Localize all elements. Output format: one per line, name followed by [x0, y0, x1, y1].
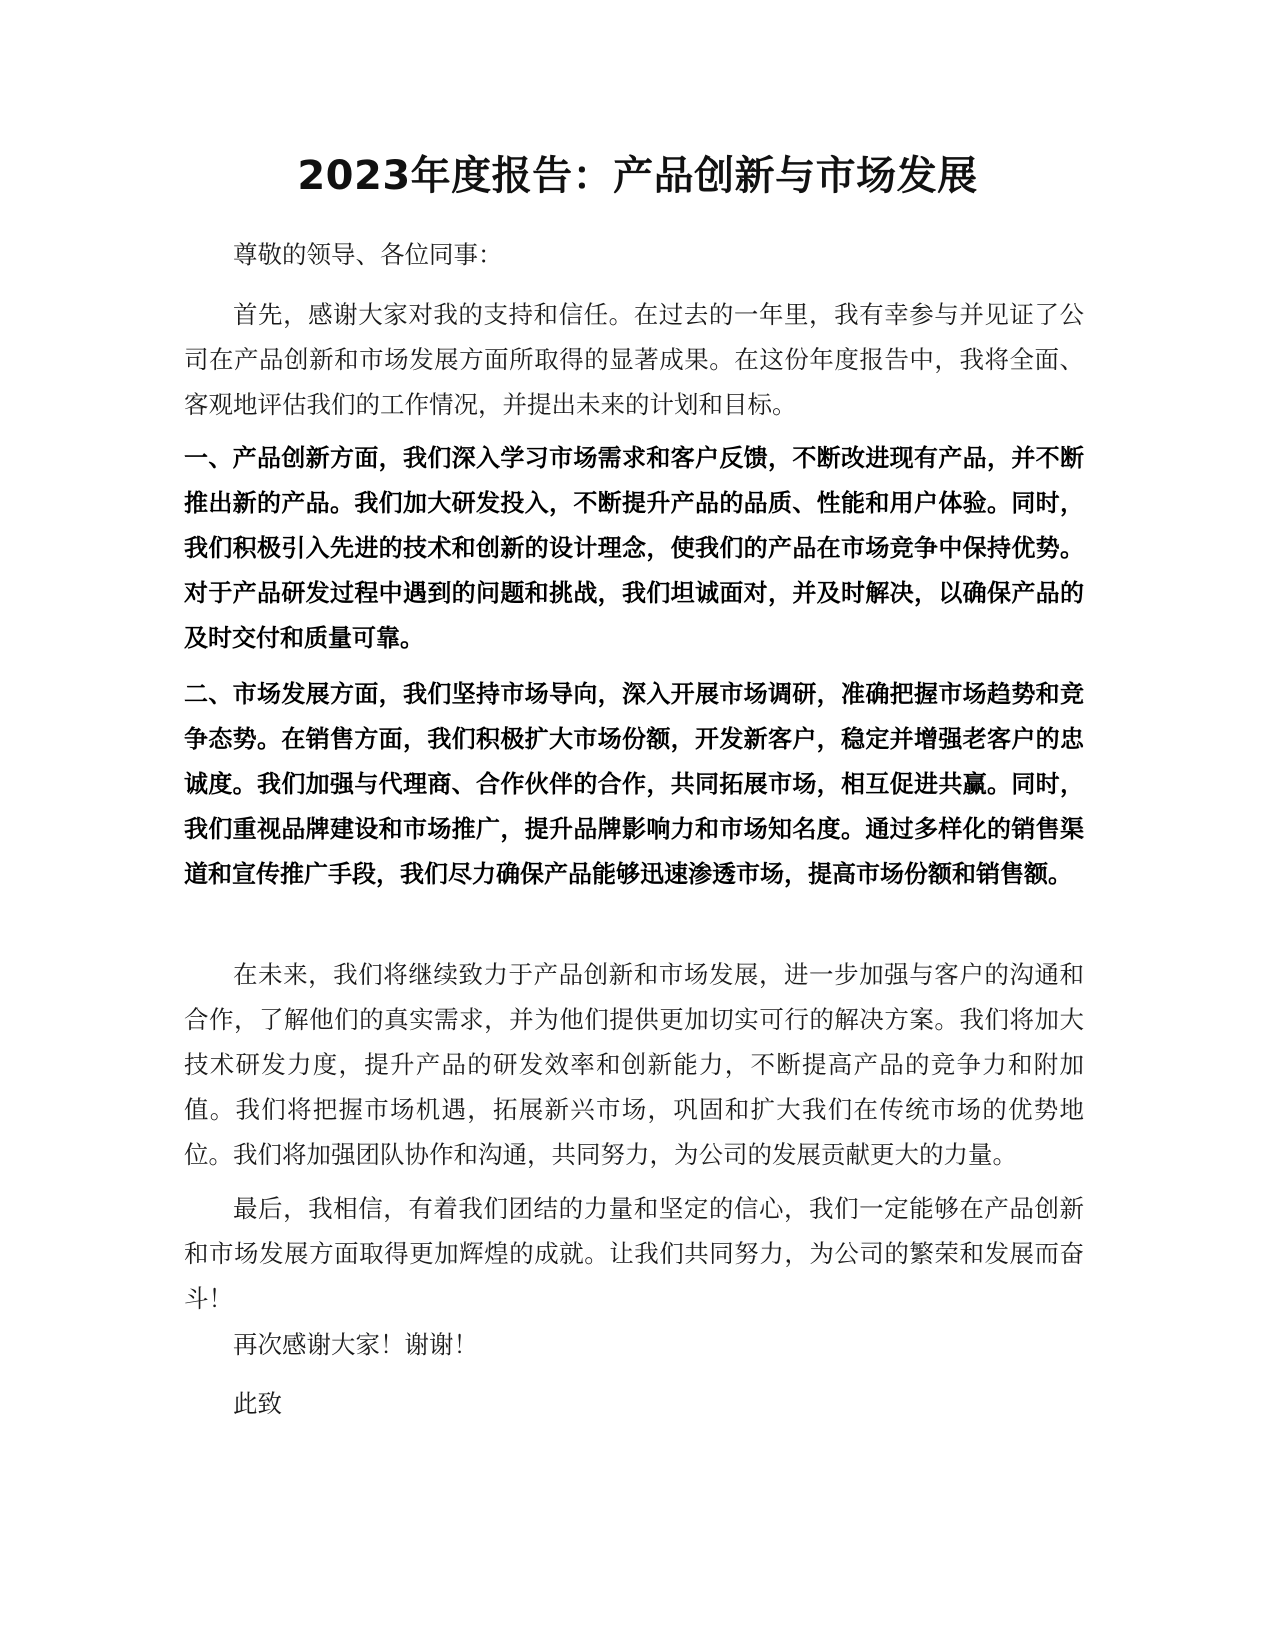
- page-title: 2023年度报告：产品创新与市场发展: [297, 153, 978, 199]
- sign-off-line: 此致: [233, 1389, 282, 1418]
- market-development-section: 二、市场发展方面，我们坚持市场导向，深入开展市场调研，准确把握市场趋势和竞争态势。在销售方面，我们积极扩大市场份额，开发新客户，稳定并增强老客户的忠诚度。我们加强与代理商、合作伙伴的合作，共同拓展市场，相互促进共赢。同时，我们重视品牌建设和市场推广，提升品牌影响力和市场知名度。通过多样化的销售渠道和宣传推广手段，我们尽力确保产品能够迅速渗透市场，提高市场份额和销售额。: [184, 680, 1084, 888]
- salutation-paragraph: 尊敬的领导、各位同事：: [233, 240, 503, 269]
- intro-paragraph: 首先，感谢大家对我的支持和信任。在过去的一年里，我有幸参与并见证了公司在产品创新和市场发展方面所取得的显著成果。在这份年度报告中，我将全面、客观地评估我们的工作情况，并提出未来的计划和目标。: [184, 300, 1084, 419]
- product-innovation-section: 一、产品创新方面，我们深入学习市场需求和客户反馈，不断改进现有产品，并不断推出新的产品。我们加大研发投入，不断提升产品的品质、性能和用户体验。同时，我们积极引入先进的技术和创新的设计理念，使我们的产品在市场竞争中保持优势。对于产品研发过程中遇到的问题和挑战，我们坦诚面对，并及时解决，以确保产品的及时交付和质量可靠。: [184, 444, 1084, 652]
- closing-paragraph: 最后，我相信，有着我们团结的力量和坚定的信心，我们一定能够在产品创新和市场发展方面取得更加辉煌的成就。让我们共同努力，为公司的繁荣和发展而奋斗！: [184, 1194, 1084, 1313]
- thanks-line: 再次感谢大家！谢谢！: [233, 1330, 478, 1359]
- future-plans-paragraph: 在未来，我们将继续致力于产品创新和市场发展，进一步加强与客户的沟通和合作，了解他们的真实需求，并为他们提供更加切实可行的解决方案。我们将加大技术研发力度，提升产品的研发效率和创新能力，不断提高产品的竞争力和附加值。我们将把握市场机遇，拓展新兴市场，巩固和扩大我们在传统市场的优势地位。我们将加强团队协作和沟通，共同努力，为公司的发展贡献更大的力量。: [184, 960, 1084, 1169]
